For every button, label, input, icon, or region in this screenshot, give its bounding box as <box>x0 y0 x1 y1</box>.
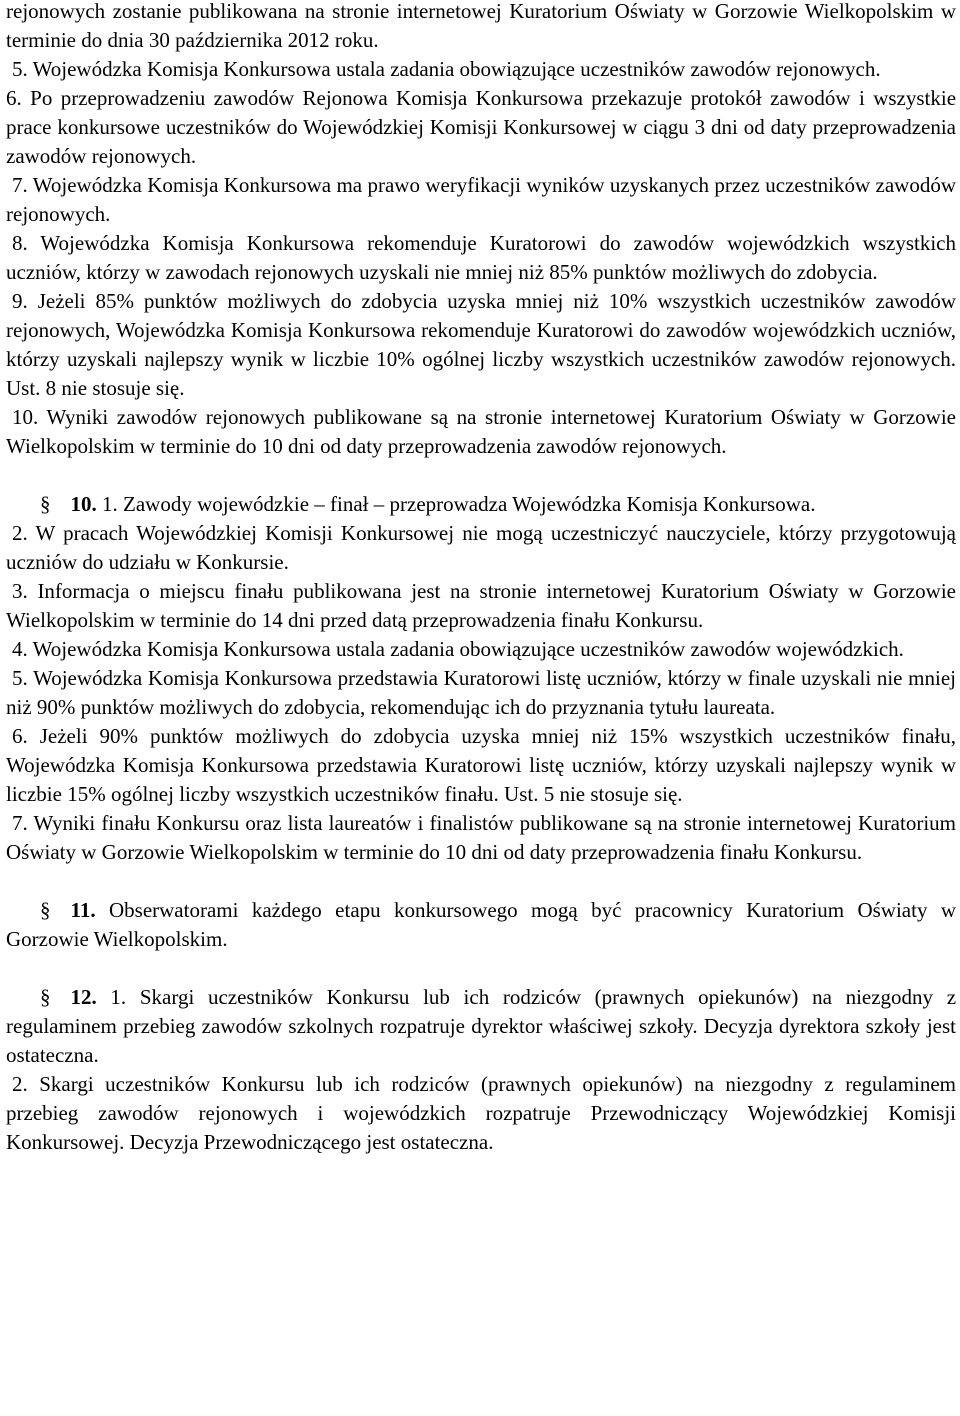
section-10-item-3 <box>6 577 956 635</box>
paragraph-text: W pracach Wojewódzkiej Komisji Konkursowej nie mogą uczestniczyć nauczyciele, którzy przygotowują uczniów do udziału w Konkursie. <box>6 521 956 574</box>
item-number: 7. <box>12 173 28 197</box>
section-number: 10. <box>70 492 97 516</box>
item-number: 2. <box>12 1072 28 1096</box>
paragraph-text: Jeżeli 85% punktów możliwych do zdobycia uzyska mniej niż 10% wszystkich uczestników zawodów rejonowych, Wojewódzka Komisja Konkursowa rekomenduje Kuratorowi do zawodów wojewódzkich uczniów, którzy uzyskali najlepszy wynik w liczbie 10% ogólnej liczby wszystkich uczestników zawodów rejonowych. Ust. 8 nie stosuje się. <box>6 289 956 400</box>
section-10-item-2 <box>6 519 956 577</box>
paragraph-text: Informacja o miejscu finału publikowana jest na stronie internetowej Kuratorium Oświaty w Gorzowie Wielkopolskim w terminie do 14 dni przed datą przeprowadzenia finału Konkursu. <box>6 579 957 632</box>
item-number: 6. <box>12 724 28 748</box>
section-10-item-7 <box>6 809 956 867</box>
item-number: 5. <box>12 666 28 690</box>
item-number: 4. <box>12 637 28 661</box>
paragraph-text: Wojewódzka Komisja Konkursowa rekomenduje Kuratorowi do zawodów wojewódzkich wszystkich uczniów, którzy w zawodach rejonowych uzyskali nie mniej niż 85% punktów możliwych do zdobycia. <box>6 231 956 284</box>
paragraph-text: Skargi uczestników Konkursu lub ich rodziców (prawnych opiekunów) na niezgodny z regulaminem przebieg zawodów rejonowych i wojewódzkich rozpatruje Przewodniczący Wojewódzkiej Komisji Konkursowej. Decyzja Przewodniczącego jest ostateczna. <box>6 1072 956 1154</box>
item-number: 10. <box>12 405 39 429</box>
item-number: 3. <box>12 579 28 603</box>
document-page <box>6 0 956 1157</box>
item-number: 1. <box>102 492 118 516</box>
item-number: 9. <box>12 289 28 313</box>
section-symbol: § <box>40 985 51 1009</box>
paragraph-text: Wojewódzka Komisja Konkursowa ustala zadania obowiązujące uczestników zawodów wojewódzkich. <box>32 637 904 661</box>
section-12-item-1 <box>6 983 956 1070</box>
section-number: 11. <box>70 898 96 922</box>
section-10-item-1 <box>6 490 956 519</box>
item-number: 1. <box>110 985 127 1009</box>
paragraph-text: Skargi uczestników Konkursu lub ich rodziców (prawnych opiekunów) na niezgodny z regulaminem przebieg zawodów szkolnych rozpatruje dyrektor właściwej szkoły. Decyzja dyrektora szkoły jest ostateczna. <box>6 985 957 1067</box>
paragraph-text: Obserwatorami każdego etapu konkursowego mogą być pracownicy Kuratorium Oświaty w Gorzowie Wielkopolskim. <box>6 898 956 951</box>
section-10-item-5 <box>6 664 956 722</box>
paragraph-text: Wojewódzka Komisja Konkursowa przedstawia Kuratorowi listę uczniów, którzy w finale uzyskali nie mniej niż 90% punktów możliwych do zdobycia, rekomendując ich do przyznania tytułu laureata. <box>6 666 957 719</box>
paragraph-item-8 <box>6 229 956 287</box>
paragraph-continuation <box>6 0 956 55</box>
item-number: 5. <box>12 57 28 81</box>
paragraph-item-10 <box>6 403 956 461</box>
paragraph-text: Zawody wojewódzkie – finał – przeprowadza Wojewódzka Komisja Konkursowa. <box>123 492 816 516</box>
paragraph-text: rejonowych zostanie publikowana na stronie internetowej Kuratorium Oświaty w Gorzowie Wielkopolskim w terminie do dnia 30 października 2012 roku. <box>6 0 956 52</box>
section-number: 12. <box>70 985 97 1009</box>
section-11 <box>6 896 956 954</box>
section-10-item-6 <box>6 722 956 809</box>
paragraph-text: Wyniki zawodów rejonowych publikowane są na stronie internetowej Kuratorium Oświaty w Gorzowie Wielkopolskim w terminie do 10 dni od daty przeprowadzenia zawodów rejonowych. <box>6 405 956 458</box>
paragraph-item-9 <box>6 287 956 403</box>
section-12-item-2 <box>6 1070 956 1157</box>
paragraph-text: Po przeprowadzeniu zawodów Rejonowa Komisja Konkursowa przekazuje protokół zawodów i wszystkie prace konkursowe uczestników do Wojewódzkiej Komisji Konkursowej w ciągu 3 dni od daty przeprowadzenia zawodów rejonowych. <box>6 86 957 168</box>
item-number: 6. <box>6 86 22 110</box>
item-number: 8. <box>12 231 28 255</box>
paragraph-item-5 <box>6 55 956 84</box>
paragraph-text: Wojewódzka Komisja Konkursowa ustala zadania obowiązujące uczestników zawodów rejonowych. <box>32 57 881 81</box>
item-number: 2. <box>12 521 28 545</box>
paragraph-text: Wojewódzka Komisja Konkursowa ma prawo weryfikacji wyników uzyskanych przez uczestników zawodów rejonowych. <box>6 173 957 226</box>
section-symbol: § <box>40 492 51 516</box>
paragraph-text: Wyniki finału Konkursu oraz lista laureatów i finalistów publikowane są na stronie internetowej Kuratorium Oświaty w Gorzowie Wielkopolskim w terminie do 10 dni od daty przeprowadzenia finału Konkursu. <box>6 811 957 864</box>
section-10-item-4 <box>6 635 956 664</box>
paragraph-text: Jeżeli 90% punktów możliwych do zdobycia uzyska mniej niż 15% wszystkich uczestników finału, Wojewódzka Komisja Konkursowa przedstawia Kuratorowi listę uczniów, którzy uzyskali najlepszy wynik w liczbie 15% ogólnej liczby wszystkich uczestników finału. Ust. 5 nie stosuje się. <box>6 724 956 806</box>
item-number: 7. <box>12 811 28 835</box>
paragraph-item-7 <box>6 171 956 229</box>
paragraph-item-6 <box>6 84 956 171</box>
section-symbol: § <box>40 898 51 922</box>
